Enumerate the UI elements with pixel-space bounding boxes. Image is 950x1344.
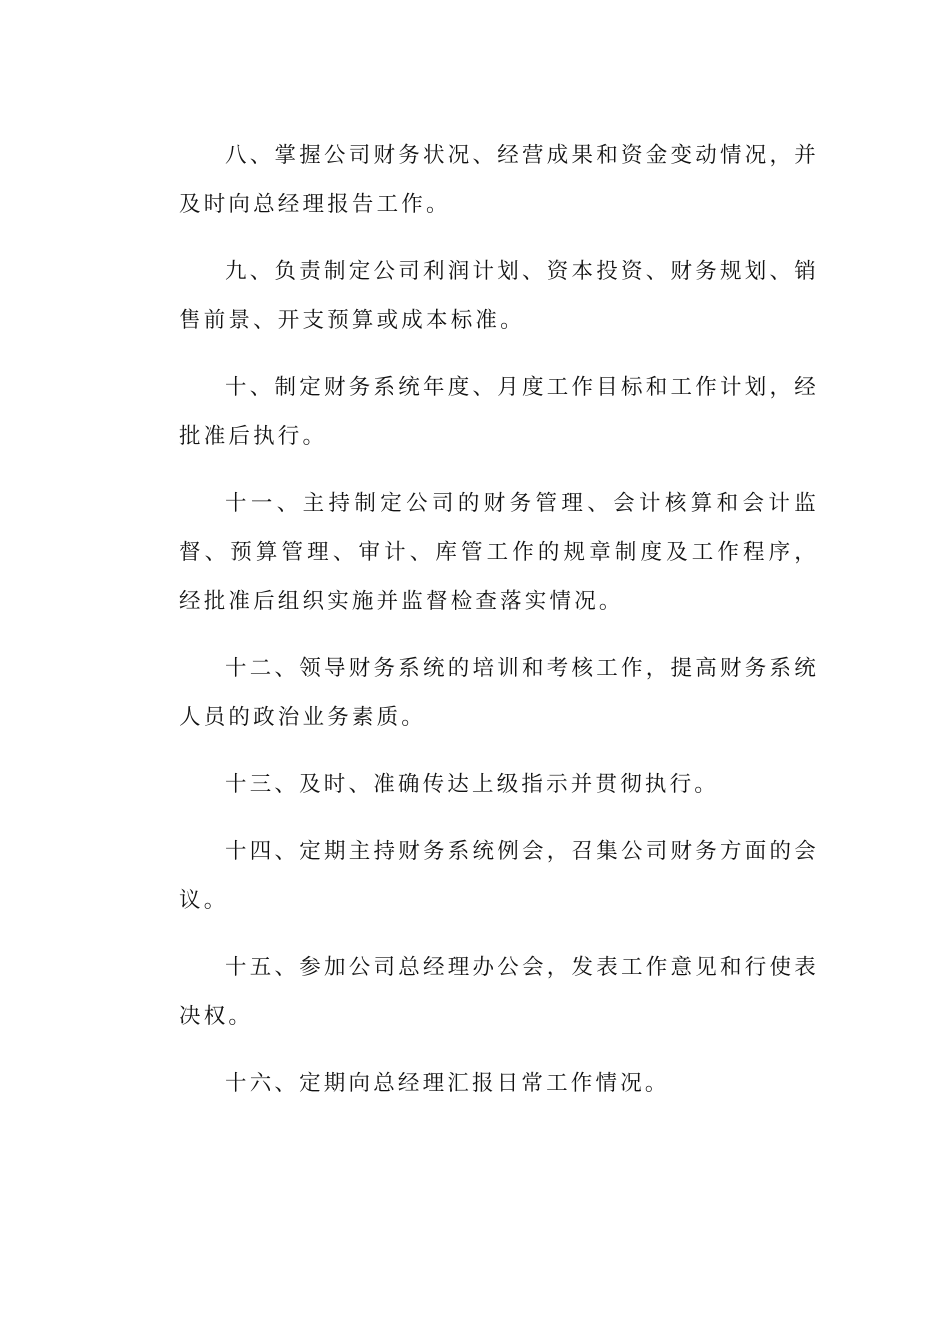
paragraph-8: 八、掌握公司财务状况、经营成果和资金变动情况，并及时向总经理报告工作。 bbox=[179, 143, 819, 217]
paragraph-11: 十一、主持制定公司的财务管理、会计核算和会计监督、预算管理、审计、库管工作的规章制度及工作程序，经批准后组织实施并监督检查落实情况。 bbox=[179, 491, 819, 614]
paragraph-14: 十四、定期主持财务系统例会，召集公司财务方面的会议。 bbox=[179, 839, 819, 913]
document-body bbox=[179, 131, 819, 1126]
paragraph-9: 九、负责制定公司利润计划、资本投资、财务规划、销售前景、开支预算或成本标准。 bbox=[179, 259, 819, 333]
paragraph-10: 十、制定财务系统年度、月度工作目标和工作计划，经批准后执行。 bbox=[179, 375, 819, 449]
paragraph-13: 十三、及时、准确传达上级指示并贯彻执行。 bbox=[225, 772, 720, 797]
paragraph-15: 十五、参加公司总经理办公会，发表工作意见和行使表决权。 bbox=[179, 955, 819, 1029]
paragraph-16: 十六、定期向总经理汇报日常工作情况。 bbox=[225, 1071, 670, 1096]
paragraph-12: 十二、领导财务系统的培训和考核工作，提高财务系统人员的政治业务素质。 bbox=[179, 656, 819, 730]
